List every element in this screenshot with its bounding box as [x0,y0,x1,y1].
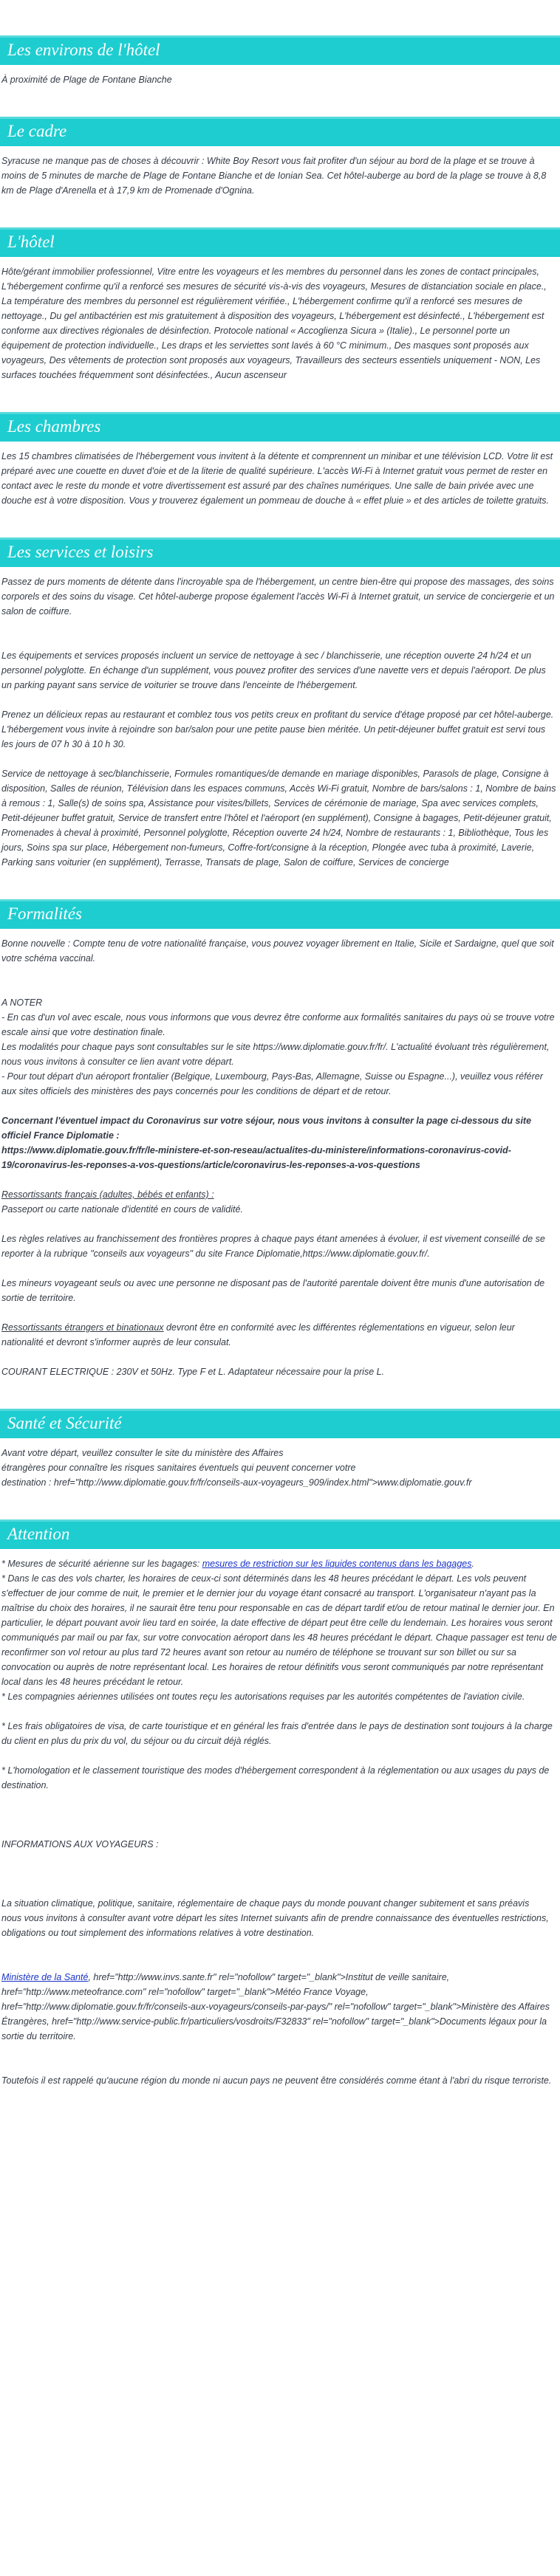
attention-charter: * Dans le cas des vols charter, les horaires de ceux-ci sont déterminés dans les 48 heures précédant le départ. Les vols peuvent s'effectuer de jour comme de nuit, le premier et le dernier jour du voyage étant consacré au transport. L'organisateur n'ayant pas la maîtrise du choix des horaires, il ne saurait être tenu pour responsable en cas de départ tardif et/ou de retour matinal le dernier jour. En particulier, le départ pouvant avoir lieu tard en soirée, la date effective de départ peut être celle du lendemain. Les horaires vous seront communiqués par mail ou par fax, sur votre convocation aéroport dans les 48 heures précédant le départ. Chaque passager est tenu de reconfirmer son vol retour au plus tard 72 heures avant son retour au numéro de téléphone se trouvant sur son billet ou sur sa convocation ou auprès de notre représentant local. Les horaires de retour définitifs vous seront communiqués par notre représentant local dans les 48 heures précédant le retour. [1,1573,557,1687]
section-title-sante: Santé et Sécurité [0,1409,560,1438]
section-formalites [0,899,560,1379]
invitation-text: nous vous invitons à consulter avant votre départ les sites Internet suivants afin de prendre connaissance des éventuelles restrictions, obligations ou tout simplement des informations relatives à votre destination. [1,1913,549,1938]
anoter-line-2: Les modalités pour chaque pays sont consultables sur le site https://www.diplomatie.gouv.fr/fr/. L'actualité évoluant très régulièrement, nous vous invitons à consulter ce lien avant votre départ. [1,1042,550,1067]
section-services [0,537,560,870]
section-cadre [0,117,560,198]
section-environs [0,35,560,87]
regles-text: Les règles relatives au franchissement des frontières propres à chaque pays étant amenées à évoluer, il est vivement conseillé de se reporter à la rubrique "conseils aux voyageurs" du site France Diplomatie,https://www.diplomatie.gouv.fr/. [1,1234,545,1259]
services-paragraph-1: Passez de purs moments de détente dans l'incroyable spa de l'hébergement, un centre bien-être qui propose des massages, des soins corporels et des soins du visage. Cet hôtel-auberge propose également l'accès Wi-Fi à Internet gratuit, un service de conciergerie et un salon de coiffure. [1,577,555,616]
sante-line-2: étrangères pour connaître les risques sanitaires éventuels qui peuvent concerner votre [1,1463,356,1473]
sante-line-3: destination : href="http://www.diplomatie.gouv.fr/fr/conseils-aux-voyageurs_909/index.html">www.diplomatie.gouv.fr [1,1477,472,1488]
attention-bagages-suffix: . [471,1559,474,1569]
etrangers-paragraph [1,1320,559,1350]
attention-homologation: * L'homologation et le classement touristique des modes d'hébergement correspondent à la réglementation ou aux usages du pays de destination. [1,1765,550,1790]
attention-frais: * Les frais obligatoires de visa, de carte touristique et en général les frais d'entrée dans le pays de destination sont toujours à la charge du client en plus du prix du vol, du séjour ou du circuit déjà réglés. [1,1721,553,1746]
attention-bagages [1,1556,559,1571]
links-rest: , href="http://www.invs.sante.fr" rel="nofollow" target="_blank">Institut de veille sanitaire, href="http://www.meteofrance.com" rel="nofollow" target="_blank">Météo France Voyage, href="http://www.diplomatie.gouv.fr/fr/conseils-aux-voyageurs/conseils-par-pays/" rel="nofollow" target="_blank">Ministère des Affaires Étrangères, href="http://www.service-public.fr/particuliers/vosdroits/F32833" rel="nofollow" target="_blank">Documents légaux pour la sortie du territoire. [1,1972,550,2041]
section-title-hotel: L'hôtel [0,227,560,257]
etrangers-text: devront être en conformité avec les différentes réglementations en vigueur, selon leur nationalité et devront s'informer auprès de leur consulat. [1,1322,515,1347]
section-title-environs: Les environs de l'hôtel [0,35,560,65]
services-paragraph-2: Les équipements et services proposés incluent un service de nettoyage à sec / blanchisserie, une réception ouverte 24 h/24 et un personnel polyglotte. En échange d'un supplément, vous pouvez profiter des services d'une navette vers et depuis l'aéroport. De plus un parking payant sans service de voiturier se trouve dans l'enceinte de l'hébergement. [1,650,546,690]
info-voyageurs-title: INFORMATIONS AUX VOYAGEURS : [1,1839,159,1849]
anoter-title: A NOTER [1,997,43,1008]
ressortissants-fr-title: Ressortissants français (adultes, bébés et enfants) : [1,1189,214,1200]
section-sante [0,1409,560,1490]
chambres-text: Les 15 chambres climatisées de l'hébergement vous invitent à la détente et comprennent un minibar et une télévision LCD. Votre lit est préparé avec une couette en duvet d'oie et de la literie de qualité supérieure. L'accès Wi-Fi à Internet gratuit vous permet de rester en contact avec le reste du monde et votre divertissement est assuré par des chaînes numériques. Une salle de bain privée avec une douche est à votre disposition. Vous y trouverez également un pommeau de douche à « effet pluie » et des articles de toilette gratuits. [1,451,553,506]
terror-text: Toutefois il est rappelé qu'aucune région du monde ni aucun pays ne peuvent être considérés comme étant à l'abri du risque terroriste. [1,2075,552,2086]
attention-compagnies: * Les compagnies aériennes utilisées ont toutes reçu les autorisations requises par les autorités compétentes de l'aviation civile. [1,1691,525,1702]
anoter-line-3: - Pour tout départ d'un aéroport frontalier (Belgique, Luxembourg, Pays-Bas, Allemagne, Suisse ou Espagne...), veuillez vous référer aux sites officiels des ministères des pays concernés pour les conditions de départ et de retour. [1,1071,543,1096]
ressortissants-fr-text: Passeport ou carte nationale d'identité en cours de validité. [1,1204,243,1215]
environs-text: À proximité de Plage de Fontane Bianche [1,75,172,85]
services-paragraph-3: Prenez un délicieux repas au restaurant et comblez tous vos petits creux en profitant du service d'étage proposé par cet hôtel-auberge. L'hébergement vous invite à rejoindre son bar/salon pour une petite pause bien méritée. Un petit-déjeuner buffet gratuit est servi tous les jours de 07 h 30 à 10 h 30. [1,710,554,749]
section-title-chambres: Les chambres [0,412,560,442]
anoter-line-1: - En cas d'un vol avec escale, nous vous informons que vous devrez être conforme aux formalités sanitaires du pays où se trouve votre escale ainsi que votre destination finale. [1,1012,555,1037]
section-hotel [0,227,560,382]
ministere-sante-link[interactable]: Ministère de la Santé [1,1972,89,1982]
section-title-services: Les services et loisirs [0,537,560,567]
etrangers-title: Ressortissants étrangers et binationaux [1,1322,164,1333]
situation-text: La situation climatique, politique, sanitaire, réglementaire de chaque pays du monde pouvant changer subitement et sans préavis [1,1898,530,1909]
useful-links [1,1970,559,2044]
covid-notice: Concernant l'éventuel impact du Coronavirus sur votre séjour, nous vous invitons à consulter la page ci-dessous du site officiel France Diplomatie : [1,1116,532,1141]
section-title-cadre: Le cadre [0,117,560,146]
cadre-text: Syracuse ne manque pas de choses à découvrir : White Boy Resort vous fait profiter d'un séjour au bord de la plage et se trouve à moins de 5 minutes de marche de Plage de Fontane Bianche et de Ionian Sea. Cet hôtel-auberge au bord de la plage se trouve à 8,8 km de Plage d'Arenella et à 17,9 km de Promenade d'Ognina. [1,156,547,196]
section-title-formalites: Formalités [0,899,560,929]
covid-link[interactable]: https://www.diplomatie.gouv.fr/fr/le-ministere-et-son-reseau/actualites-du-ministere/informations-coronavirus-covid-19/coronavirus-les-reponses-a-vos-questions/article/coronavirus-les-reponses-a-vos-questions [1,1145,511,1170]
services-paragraph-4: Service de nettoyage à sec/blanchisserie, Formules romantiques/de demande en mariage disponibles, Parasols de plage, Consigne à disposition, Salles de réunion, Télévision dans les espaces communs, Accès Wi-Fi gratuit, Nombre de bars/salons : 1, Nombre de bains à remous : 1, Salle(s) de soins spa, Assistance pour visites/billets, Services de cérémonie de mariage, Spa avec services complets, Petit-déjeuner buffet gratuit, Service de transfert entre l'hôtel et l'aéroport (en supplément), Consigne à bagages, Petit-déjeuner gratuit, Promenades à cheval à proximité, Personnel polyglotte, Réception ouverte 24 h/24, Nombre de restaurants : 1, Bibliothèque, Tous les jours, Soins spa sur place, Hébergement non-fumeurs, Coffre-fort/consigne à la réception, Plongée avec tuba à proximité, Laverie, Parking sans voiturier (en supplément), Terrasse, Transats de plage, Salon de coiffure, Services de concierge [1,769,556,868]
section-chambres [0,412,560,508]
section-title-attention: Attention [0,1519,560,1549]
attention-bagages-prefix: * Mesures de sécurité aérienne sur les bagages: [1,1559,202,1569]
courant-electrique: COURANT ELECTRIQUE : 230V et 50Hz. Type F et L. Adaptateur nécessaire pour la prise L. [1,1367,385,1377]
hotel-text: Hôte/gérant immobilier professionnel, Vitre entre les voyageurs et les membres du personnel dans les zones de contact principales, L'hébergement confirme qu'il a renforcé ses mesures de sécurité vis-à-vis des voyageurs, Mesures de distanciation sociale en place., La température des membres du personnel est régulièrement vérifiée., L'hébergement confirme qu'il a renforcé ses mesures de nettoyage., Du gel antibactérien est mis gratuitement à disposition des voyageurs, L'hébergement est désinfecté., L'hébergement est conforme aux directives régionales de désinfection. Protocole national « Accoglienza Sicura » (Italie)., Le personnel porte un équipement de protection individuelle., Les draps et les serviettes sont lavés à 60 °C minimum., Des masques sont proposés aux voyageurs, Des vêtements de protection sont proposés aux voyageurs, Travailleurs des secteurs essentiels uniquement - NON, Les surfaces touchées fréquemment sont désinfectées., Aucun ascenseur [1,267,547,380]
mineurs-text: Les mineurs voyageant seuls ou avec une personne ne disposant pas de l'autorité parentale doivent être munis d'une autorisation de sortie de territoire. [1,1278,545,1303]
liquides-restriction-link[interactable]: mesures de restriction sur les liquides contenus dans les bagages [202,1559,472,1569]
section-attention [0,1519,560,2088]
sante-line-1: Avant votre départ, veuillez consulter le site du ministère des Affaires [1,1448,284,1458]
formalites-intro: Bonne nouvelle : Compte tenu de votre nationalité française, vous pouvez voyager librement en Italie, Sicile et Sardaigne, quel que soit votre schéma vaccinal. [1,938,554,964]
